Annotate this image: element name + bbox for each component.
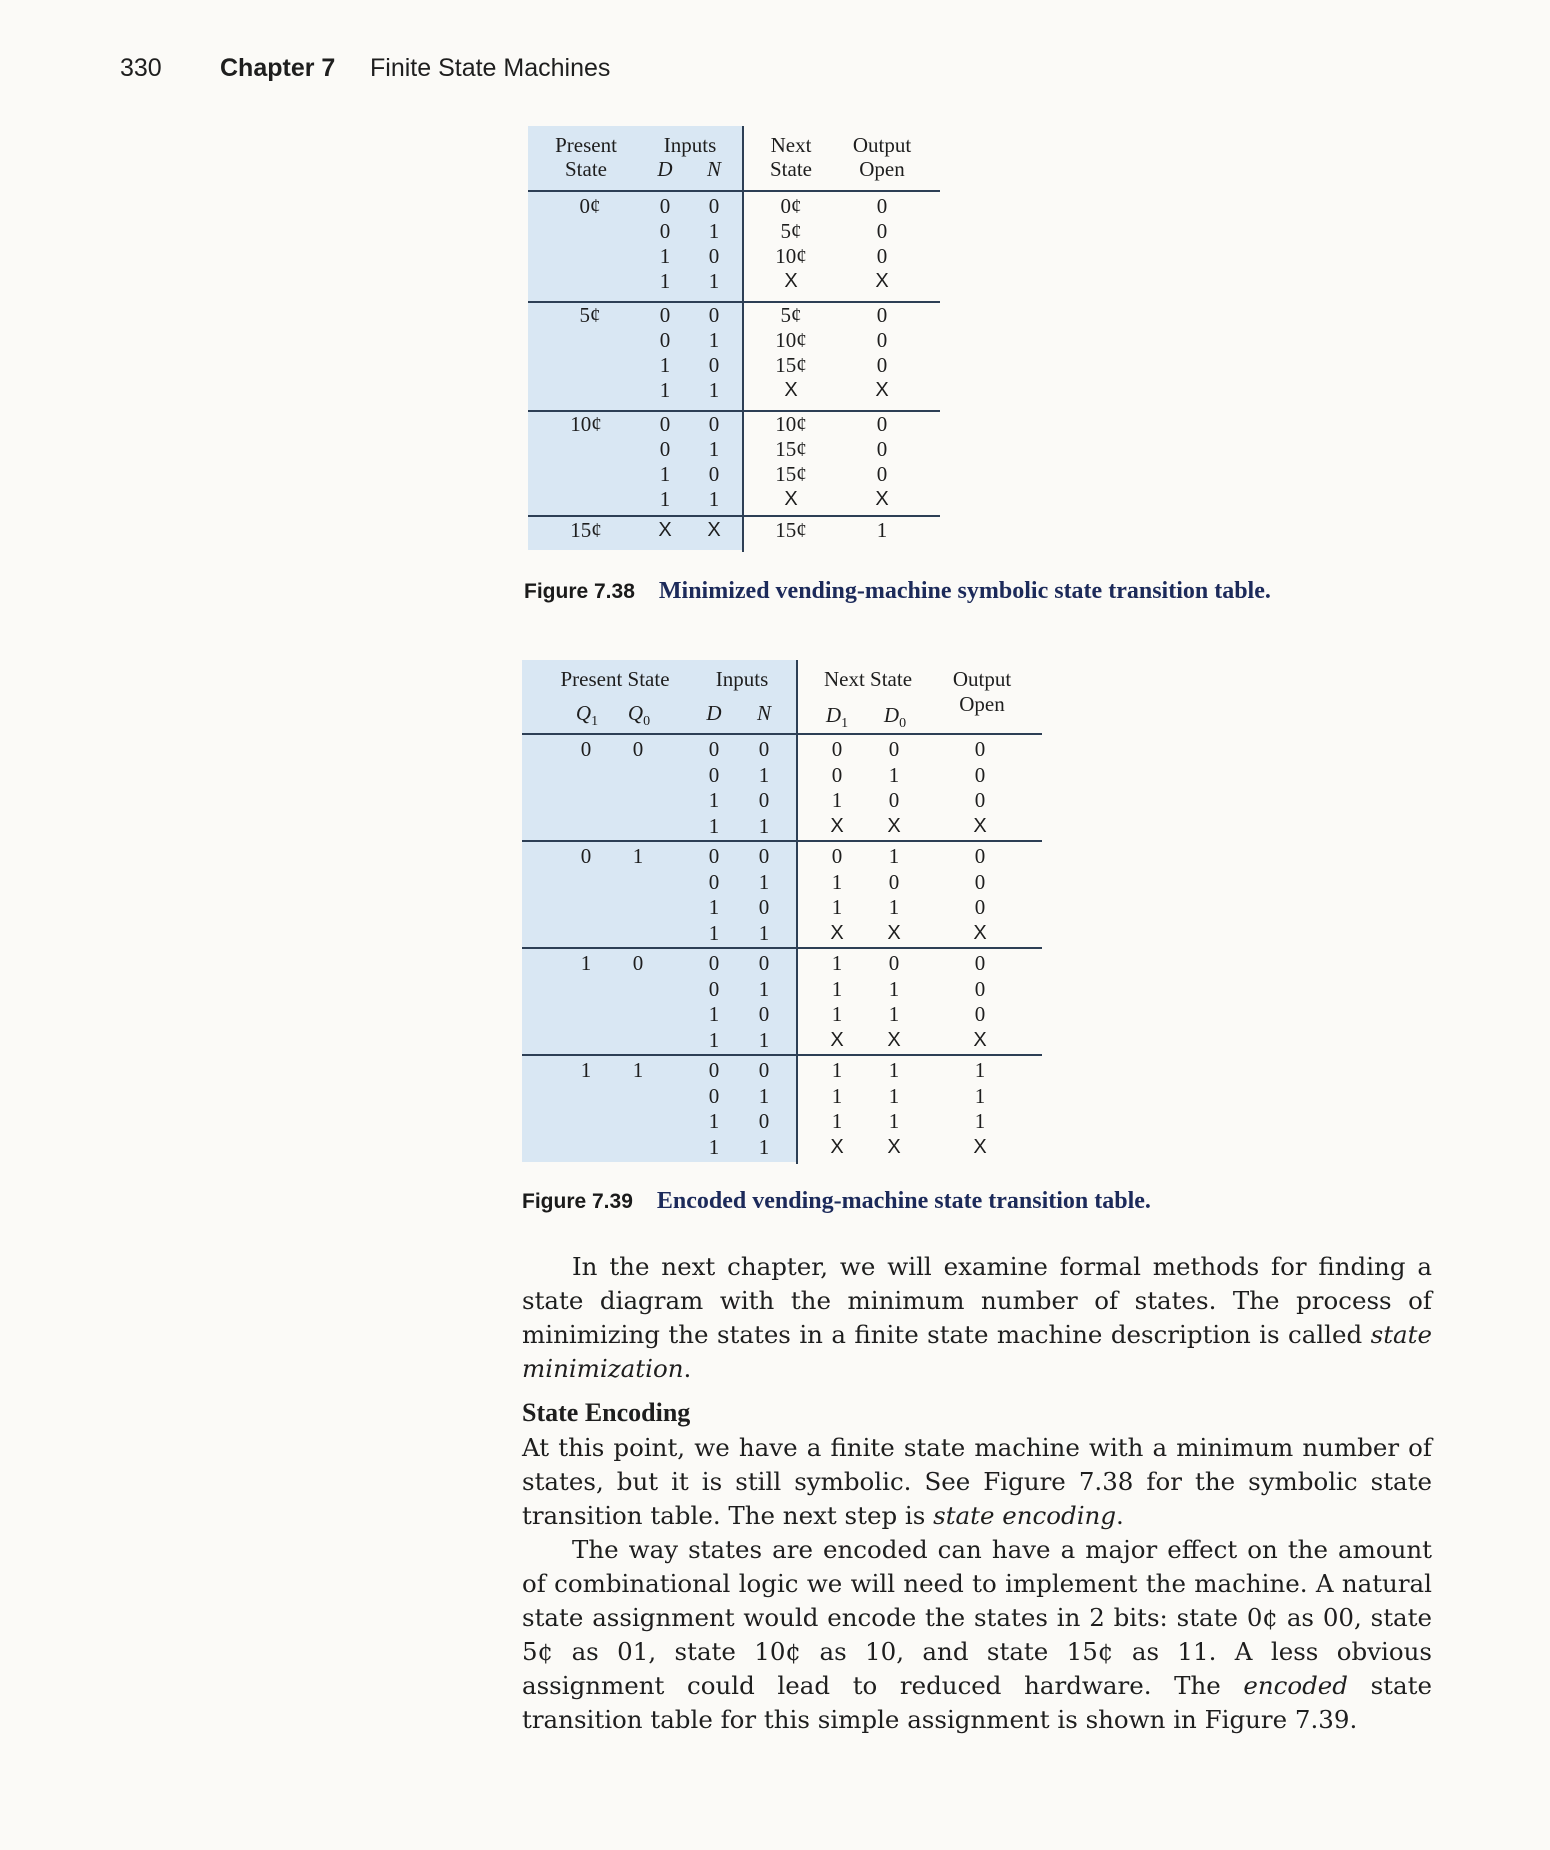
cell-n: 0 xyxy=(758,844,770,868)
figure-label: Figure 7.38 xyxy=(524,580,635,603)
cell-d: 0 xyxy=(659,219,671,243)
cell-n: 0 xyxy=(758,737,770,761)
cell-d: 0 xyxy=(708,1083,720,1108)
cell-d1: 1 xyxy=(831,895,843,919)
cell-next: 5¢ xyxy=(780,303,802,327)
header-next: State xyxy=(770,157,812,181)
cell-next: X xyxy=(784,379,798,401)
cell-next: 5¢ xyxy=(780,219,802,243)
paragraph-end: . xyxy=(1116,1501,1124,1530)
cell-next: 10¢ xyxy=(775,412,807,436)
cell-n: 0 xyxy=(758,788,770,812)
paragraph-assignment xyxy=(522,1533,1432,1737)
cell-n: 0 xyxy=(758,1002,770,1026)
cell-d0: 0 xyxy=(888,869,900,894)
cell-n: 1 xyxy=(708,328,720,352)
present-state: 10¢ xyxy=(570,412,602,436)
cell-output: 0 xyxy=(974,788,986,812)
cell-d: 0 xyxy=(708,869,720,894)
cell-n: 1 xyxy=(708,269,720,293)
cell-d: 0 xyxy=(708,1058,720,1082)
cell-n: 1 xyxy=(708,487,720,511)
figure-title: Encoded vending-machine state transition table. xyxy=(656,1188,1151,1214)
cell-output: 0 xyxy=(876,353,888,377)
cell-n: 1 xyxy=(708,219,720,243)
cell-d: 1 xyxy=(708,895,720,919)
cell-output: 1 xyxy=(974,1058,986,1082)
header-output: Output xyxy=(852,133,912,157)
cell-n: 0 xyxy=(708,462,720,486)
cell-d0: 1 xyxy=(888,895,900,919)
cell-d: 0 xyxy=(708,844,720,868)
cell-output: X xyxy=(973,1028,987,1051)
header-inputs: Inputs xyxy=(663,133,717,157)
cell-d1: 1 xyxy=(831,1002,843,1026)
cell-d0: 0 xyxy=(888,788,900,812)
cell-output: 0 xyxy=(974,1002,986,1026)
cell-output: 0 xyxy=(876,412,888,436)
cell-d: X xyxy=(658,519,672,541)
header-present-state: Present State xyxy=(560,667,670,691)
cell-output: X xyxy=(973,814,987,837)
cell-d1: X xyxy=(830,1135,844,1158)
header-n: N xyxy=(756,701,771,725)
cell-output: X xyxy=(973,1135,987,1158)
cell-d1: X xyxy=(830,814,844,837)
header-next: Next xyxy=(770,133,812,157)
cell-d: 0 xyxy=(659,437,671,461)
cell-next: 10¢ xyxy=(775,328,807,352)
cell-d1: X xyxy=(830,1028,844,1051)
cell-next: 15¢ xyxy=(775,353,807,377)
cell-d: 0 xyxy=(708,976,720,1001)
cell-n: 1 xyxy=(758,976,770,1001)
cell-next: 15¢ xyxy=(775,462,807,486)
cell-next: 0¢ xyxy=(780,194,802,218)
cell-output: 0 xyxy=(974,869,986,894)
present-q0: 0 xyxy=(632,951,644,975)
header-next-state: Next State xyxy=(823,667,913,691)
present-state: 15¢ xyxy=(570,518,602,542)
cell-output: 1 xyxy=(974,1083,986,1108)
cell-d0: 1 xyxy=(888,762,900,787)
header-q0 xyxy=(622,701,656,734)
page-number: 330 xyxy=(120,54,162,82)
header-q1 xyxy=(570,701,604,734)
cell-d: 0 xyxy=(708,737,720,761)
present-q1: 0 xyxy=(580,737,592,761)
cell-n: 1 xyxy=(758,1027,770,1052)
header-d0 xyxy=(878,703,912,736)
paragraph-text: The way states are encoded can have a major effect on the amount of combinational logic we will need to implement the machine. A natural state assignment would encode the states in 2 bits: state 0¢ as 00, state 5¢ as 01, state 10¢ as 10, and state 15¢ as 11. A less obvious assignment could lead to reduced hardware. The xyxy=(522,1535,1432,1700)
cell-n: 1 xyxy=(708,437,720,461)
header-output: Open xyxy=(859,157,905,181)
cell-output: 0 xyxy=(974,895,986,919)
figure-caption xyxy=(522,1188,1151,1215)
paragraph-emphasis: state encoding xyxy=(933,1501,1117,1530)
cell-output: 0 xyxy=(876,328,888,352)
header-n: N xyxy=(706,157,721,181)
cell-d: 1 xyxy=(659,353,671,377)
cell-d: 1 xyxy=(708,1002,720,1026)
cell-output: 0 xyxy=(974,762,986,787)
cell-d0: X xyxy=(887,1135,901,1158)
paragraph-intro xyxy=(522,1250,1432,1386)
table-rule xyxy=(522,840,1042,842)
table-rule xyxy=(522,947,1042,949)
d1-sub: 1 xyxy=(841,716,849,732)
paragraph-end: . xyxy=(683,1354,692,1383)
cell-d: 0 xyxy=(708,951,720,975)
present-q0: 1 xyxy=(632,844,644,868)
cell-output: 0 xyxy=(974,976,986,1001)
cell-output: 0 xyxy=(974,844,986,868)
cell-n: 1 xyxy=(758,813,770,838)
cell-d1: 0 xyxy=(831,844,843,868)
cell-n: 0 xyxy=(758,1109,770,1133)
q0-letter: Q xyxy=(627,701,644,725)
cell-output: 0 xyxy=(974,951,986,975)
table-divider xyxy=(796,660,798,1164)
cell-next: 15¢ xyxy=(775,437,807,461)
table-rule xyxy=(522,1054,1042,1056)
present-q0: 1 xyxy=(632,1058,644,1082)
cell-d0: 1 xyxy=(888,976,900,1001)
present-q1: 1 xyxy=(580,1058,592,1082)
cell-d: 1 xyxy=(659,269,671,293)
cell-d: 1 xyxy=(708,1027,720,1052)
present-state: 5¢ xyxy=(579,303,601,327)
cell-d: 1 xyxy=(708,1109,720,1133)
table-rule xyxy=(528,515,940,517)
cell-d0: 1 xyxy=(888,1058,900,1082)
cell-d: 1 xyxy=(708,813,720,838)
cell-d: 0 xyxy=(659,303,671,327)
paragraph-text: At this point, we have a finite state machine with a minimum number of states, but it is still symbolic. See Figure 7.38 for the symbolic state transition table. The next step is xyxy=(522,1433,1432,1530)
cell-d: 0 xyxy=(659,412,671,436)
cell-n: 0 xyxy=(708,412,720,436)
cell-output: 0 xyxy=(974,737,986,761)
cell-d: 0 xyxy=(708,762,720,787)
cell-d0: 1 xyxy=(888,1002,900,1026)
q1-letter: Q xyxy=(575,701,592,725)
cell-d: 1 xyxy=(659,487,671,511)
cell-d1: 1 xyxy=(831,869,843,894)
cell-n: 0 xyxy=(708,353,720,377)
cell-output: 0 xyxy=(876,244,888,268)
cell-output: 0 xyxy=(876,303,888,327)
paragraph-end: state transition table for this simple assignment is shown in Figure 7.39. xyxy=(522,1671,1432,1734)
cell-d: 0 xyxy=(659,328,671,352)
cell-d: 1 xyxy=(659,378,671,402)
cell-output: 0 xyxy=(876,219,888,243)
header-output: Output xyxy=(952,667,1012,691)
cell-output: 0 xyxy=(876,437,888,461)
paragraph-text: In the next chapter, we will examine formal methods for finding a state diagram with the minimum number of states. The process of minimizing the states in a finite state machine description is called xyxy=(522,1252,1432,1349)
figure-title: Minimized vending-machine symbolic state transition table. xyxy=(658,578,1271,604)
cell-d: 1 xyxy=(708,920,720,945)
cell-next: 10¢ xyxy=(775,244,807,268)
cell-d1: 1 xyxy=(831,1058,843,1082)
present-q1: 0 xyxy=(580,844,592,868)
d0-sub: 0 xyxy=(899,716,907,732)
figure-caption xyxy=(524,578,1271,605)
cell-d0: 1 xyxy=(888,1109,900,1133)
cell-d0: 0 xyxy=(888,737,900,761)
cell-n: 0 xyxy=(758,1058,770,1082)
cell-d: 1 xyxy=(708,788,720,812)
cell-next: 15¢ xyxy=(775,518,807,542)
cell-d0: 1 xyxy=(888,1083,900,1108)
cell-n: 1 xyxy=(758,920,770,945)
cell-n: 1 xyxy=(758,869,770,894)
d1-letter: D xyxy=(825,703,842,727)
present-q1: 1 xyxy=(580,951,592,975)
cell-d1: 1 xyxy=(831,1109,843,1133)
cell-d1: 1 xyxy=(831,1083,843,1108)
cell-n: 1 xyxy=(758,762,770,787)
cell-output: 1 xyxy=(974,1109,986,1133)
cell-n: 0 xyxy=(708,194,720,218)
figure-label: Figure 7.39 xyxy=(522,1190,633,1213)
present-state: 0¢ xyxy=(579,194,601,218)
paragraph-emphasis: state minimization xyxy=(522,1320,1432,1383)
cell-output: X xyxy=(875,379,889,401)
cell-n: 0 xyxy=(758,951,770,975)
cell-next: X xyxy=(784,270,798,292)
cell-output: 0 xyxy=(876,194,888,218)
cell-d1: 1 xyxy=(831,788,843,812)
cell-n: 0 xyxy=(708,244,720,268)
cell-output: X xyxy=(875,270,889,292)
paragraph-emphasis: encoded xyxy=(1243,1671,1348,1700)
cell-d0: 1 xyxy=(888,844,900,868)
d0-letter: D xyxy=(883,703,900,727)
paragraph-encoding xyxy=(522,1431,1432,1533)
cell-d: 1 xyxy=(659,462,671,486)
cell-n: 1 xyxy=(708,378,720,402)
header-present: Present xyxy=(555,133,617,157)
q1-sub: 1 xyxy=(591,714,599,730)
q0-sub: 0 xyxy=(643,714,651,730)
cell-d0: X xyxy=(887,921,901,944)
header-d: D xyxy=(657,157,673,181)
header-inputs: Inputs xyxy=(715,667,769,691)
cell-d1: 1 xyxy=(831,976,843,1001)
section-heading: State Encoding xyxy=(522,1398,691,1427)
cell-output: 0 xyxy=(876,462,888,486)
cell-d: 0 xyxy=(659,194,671,218)
cell-output: X xyxy=(875,488,889,510)
cell-d: 1 xyxy=(659,244,671,268)
present-q0: 0 xyxy=(632,737,644,761)
header-present: State xyxy=(565,157,607,181)
cell-d1: 1 xyxy=(831,951,843,975)
cell-d1: X xyxy=(830,921,844,944)
cell-next: X xyxy=(784,488,798,510)
header-d: D xyxy=(706,701,722,725)
cell-d0: X xyxy=(887,1028,901,1051)
cell-d1: 0 xyxy=(831,737,843,761)
cell-n: 0 xyxy=(708,303,720,327)
chapter-title: Finite State Machines xyxy=(370,54,611,82)
header-output: Open xyxy=(959,692,1005,716)
cell-d0: 0 xyxy=(888,951,900,975)
cell-output: X xyxy=(973,921,987,944)
cell-d0: X xyxy=(887,814,901,837)
cell-n: 1 xyxy=(758,1134,770,1159)
cell-d1: 0 xyxy=(831,762,843,787)
table-rule xyxy=(528,190,940,192)
header-d1 xyxy=(820,703,854,736)
cell-output: 1 xyxy=(876,518,888,542)
cell-n: 0 xyxy=(758,895,770,919)
chapter-label: Chapter 7 xyxy=(220,54,336,82)
cell-n: X xyxy=(707,519,721,541)
cell-n: 1 xyxy=(758,1083,770,1108)
cell-d: 1 xyxy=(708,1134,720,1159)
